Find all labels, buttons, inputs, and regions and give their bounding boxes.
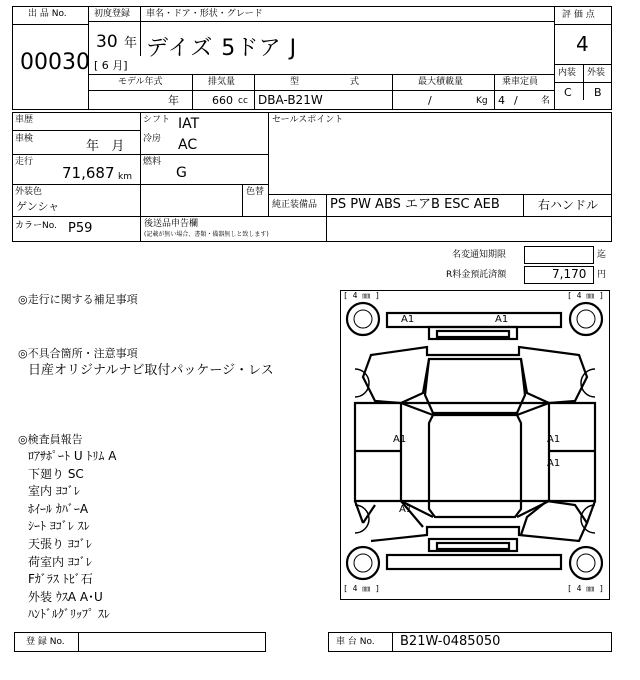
registration-label: 登 録 No. — [26, 637, 65, 647]
chassis-label: 車 台 No. — [336, 637, 375, 647]
inspector-line: ｼｰﾄ ﾖｺﾞﾚ ｽﾚ — [28, 519, 90, 534]
first-reg-label: 初度登録 — [94, 9, 131, 19]
capacity-label: 乗車定員 — [502, 77, 539, 87]
color-value: ゲンシャ — [16, 200, 60, 213]
tire-depth-rl: [ 4 ㎜ ] — [343, 584, 380, 593]
defects-text: 日産オリジナルナビ取付パッケージ・レス — [28, 363, 274, 378]
tire-depth-fr: [ 4 ㎜ ] — [567, 291, 604, 300]
exterior-label: 外装 — [587, 68, 606, 78]
damage-mark: A1 — [399, 504, 413, 515]
equipment-label: 純正装備品 — [272, 200, 318, 210]
model-year-label: モデル年式 — [118, 77, 163, 87]
inspector-label: ◎検査員報告 — [18, 433, 83, 446]
shift-label: シフト — [143, 115, 171, 125]
fuel-value: G — [176, 165, 187, 181]
inspection-label: 車検 — [15, 134, 34, 144]
displacement-value: 660 — [212, 94, 233, 107]
first-reg-year: 30 — [96, 32, 118, 52]
lot-number: 00030 — [20, 50, 90, 75]
exterior-grade: B — [594, 86, 602, 99]
car-name: デイズ 5ドア J — [146, 36, 298, 61]
score-value: 4 — [576, 32, 589, 56]
displacement-unit: cc — [238, 96, 248, 106]
lot-label: 出 品 No. — [28, 9, 67, 19]
first-reg-year-unit: 年 — [124, 36, 138, 51]
history-label: 車歴 — [15, 115, 34, 125]
aircon-value: AC — [178, 137, 198, 153]
car-outline — [341, 291, 609, 599]
color-no-label: カラーNo. — [15, 221, 57, 231]
shift-value: IAT — [178, 116, 200, 132]
tire-depth-fl: [ 4 ㎜ ] — [343, 291, 380, 300]
load-label: 最大積載量 — [418, 77, 464, 87]
aftermarket-label: 後送品申告欄 — [144, 219, 199, 229]
damage-mark: A1 — [393, 434, 407, 445]
mileage-value: 71,687 — [62, 164, 115, 182]
recycle-value: 7,170 — [552, 267, 587, 281]
mileage-label: 走行 — [15, 157, 34, 167]
recycle-label: R料金預託済額 — [446, 270, 507, 280]
interior-grade: C — [564, 86, 572, 99]
inspector-line: ﾛｱｻﾎﾟｰﾄ U ﾄﾘﾑ A — [28, 449, 117, 463]
capacity-unit: 名 — [541, 96, 551, 106]
sales-point-label: セールスポイント — [272, 115, 344, 125]
inspector-line: 外装 ｳｽA A･U — [28, 589, 103, 604]
damage-mark: A1 — [547, 458, 561, 469]
inspector-lines — [28, 447, 258, 623]
driving-notes-label: ◎走行に関する補足事項 — [18, 293, 138, 306]
recolor-label: 色替 — [246, 187, 265, 197]
type-label: 型 — [290, 77, 300, 87]
model-code: DBA-B21W — [258, 93, 323, 107]
inspector-line: 室内 ﾖｺﾞﾚ — [28, 484, 80, 499]
displacement-label: 排気量 — [208, 77, 236, 87]
damage-mark: A1 — [495, 314, 509, 325]
tire-depth-rr: [ 4 ㎜ ] — [567, 584, 604, 593]
inspector-line: ﾎｲｰﾙ ｶﾊﾞｰA — [28, 501, 89, 516]
equipment-value: PS PW ABS エアB ESC AEB — [330, 197, 500, 212]
inspector-line: ﾊﾝﾄﾞﾙｸﾞﾘｯﾌﾟ ｽﾚ — [28, 607, 110, 622]
recycle-unit: 円 — [597, 270, 607, 280]
interior-label: 内装 — [558, 68, 577, 78]
color-label: 外装色 — [15, 187, 43, 197]
first-reg-month: [ 6 月] — [94, 59, 128, 72]
color-no-value: P59 — [68, 221, 93, 236]
name-change-label: 名変通知期限 — [452, 250, 507, 260]
inspector-line: 天張り ﾖｺﾞﾚ — [28, 536, 92, 551]
load-unit: Kg — [476, 96, 488, 106]
defects-label: ◎不具合箇所・注意事項 — [18, 347, 138, 360]
score-label: 評 価 点 — [562, 10, 595, 20]
damage-mark: A1 — [401, 314, 415, 325]
inspector-line: 下廻り SC — [28, 466, 84, 481]
name-change-box — [524, 246, 594, 264]
damage-mark: A1 — [547, 434, 561, 445]
chassis-number: B21W-0485050 — [400, 634, 501, 649]
handle-value: 右ハンドル — [538, 198, 599, 212]
aftermarket-note: (記載が無い場合、書類・備器無しと致します) — [144, 231, 269, 238]
inspection-value: 年 月 — [86, 139, 125, 154]
load-slash: / — [428, 94, 432, 107]
inspector-line: Fｶﾞﾗｽ ﾄﾋﾞ石 — [28, 572, 93, 587]
mileage-unit: km — [118, 172, 132, 182]
type-label-2: 式 — [350, 77, 360, 87]
capacity-value: 4 — [498, 94, 505, 107]
capacity-slash: / — [514, 94, 518, 107]
car-name-label: 車名・ドア・形状・グレード — [146, 9, 263, 19]
fuel-label: 燃料 — [143, 157, 162, 167]
model-year-unit: 年 — [168, 94, 179, 107]
inspector-line: 荷室内 ﾖｺﾞﾚ — [28, 554, 92, 569]
car-diagram — [340, 290, 610, 600]
aircon-label: 冷房 — [143, 134, 162, 144]
name-change-unit: 迄 — [597, 250, 607, 260]
